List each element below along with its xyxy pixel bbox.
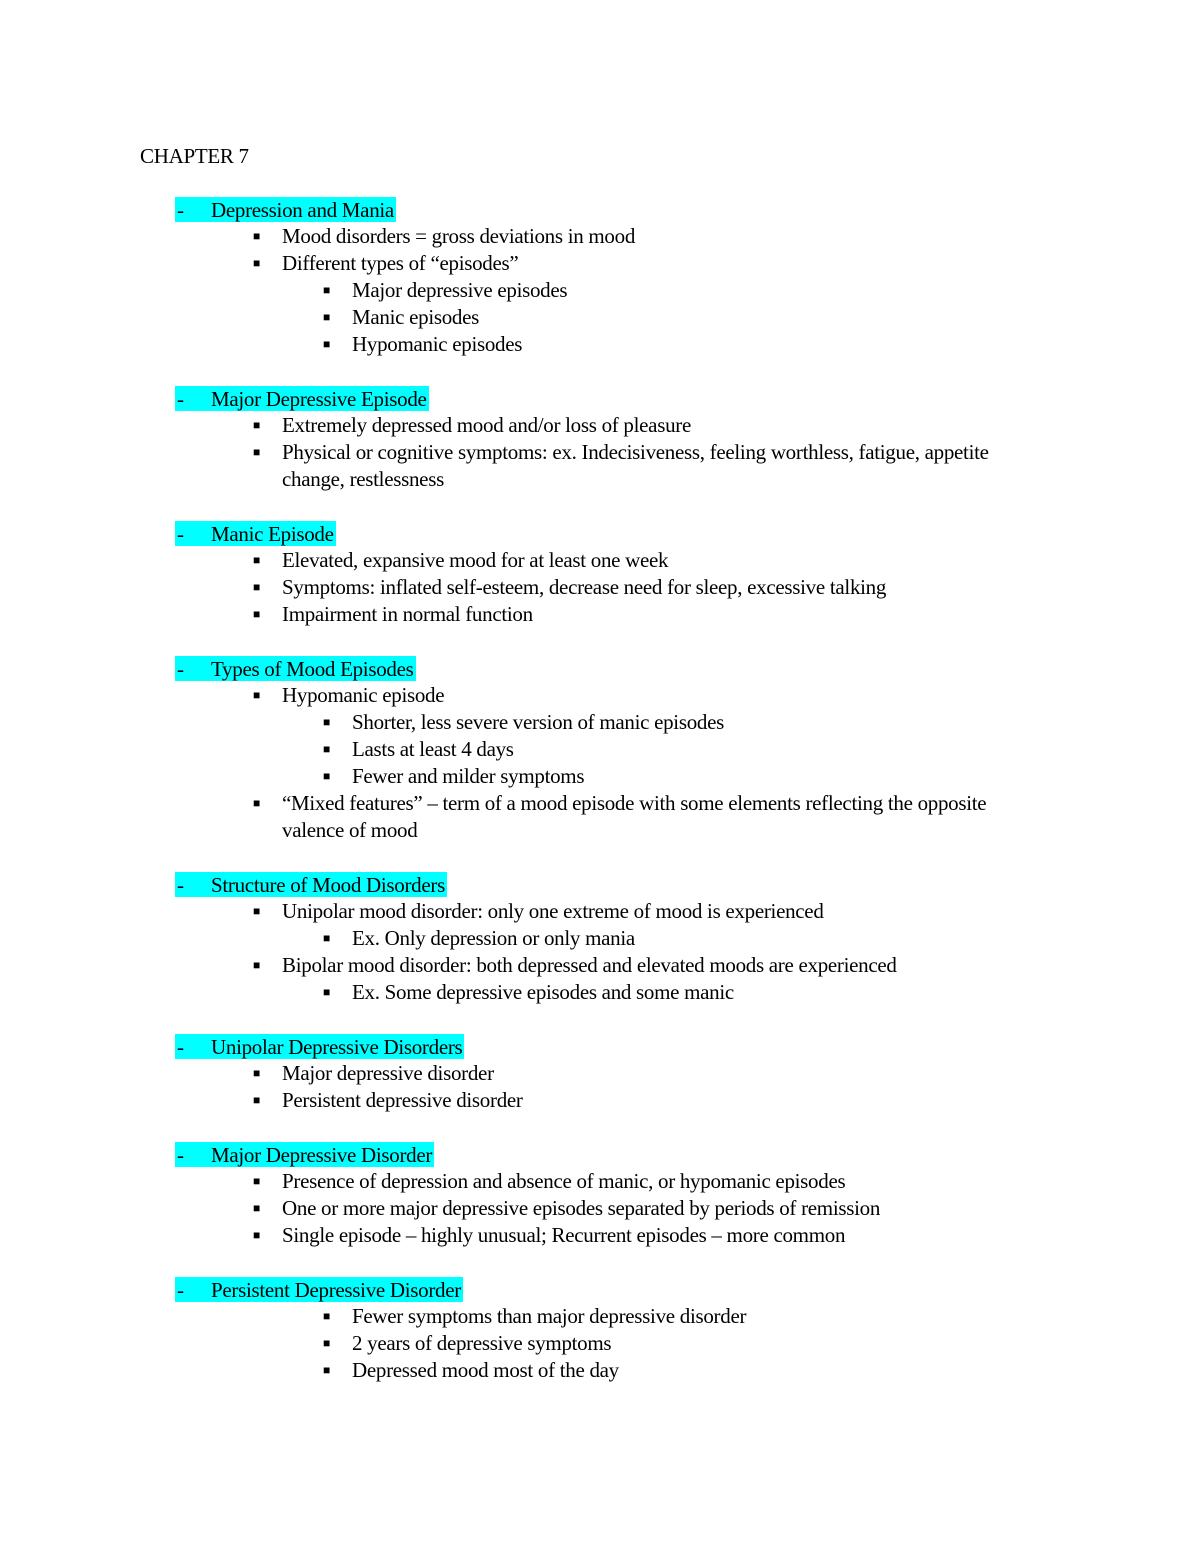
dash-marker: -	[177, 657, 184, 681]
list-item	[0, 250, 1200, 277]
section-heading	[0, 1276, 1200, 1303]
section-heading	[0, 1033, 1200, 1060]
section-heading-text: Major Depressive Episode	[211, 387, 427, 411]
square-bullet-icon: ■	[253, 796, 260, 810]
section-heading	[0, 655, 1200, 682]
list-item-text: Ex. Some depressive episodes and some manic	[352, 980, 734, 1004]
list-item	[0, 547, 1200, 574]
list-item	[0, 979, 1200, 1006]
square-bullet-icon: ■	[253, 958, 260, 972]
list-item-text: Symptoms: inflated self-esteem, decrease need for sleep, excessive talking	[282, 575, 887, 599]
list-item-text: Lasts at least 4 days	[352, 737, 514, 761]
dash-marker: -	[177, 387, 184, 411]
list-item	[0, 1330, 1200, 1357]
list-item	[0, 277, 1200, 304]
list-item-text: One or more major depressive episodes separated by periods of remission	[282, 1196, 881, 1220]
list-item-text: “Mixed features” – term of a mood episode with some elements reflecting the opposite valence of mood	[282, 791, 987, 842]
section	[0, 196, 1200, 358]
square-bullet-icon: ■	[253, 1093, 260, 1107]
square-bullet-icon: ■	[323, 931, 330, 945]
list-item-text: Shorter, less severe version of manic episodes	[352, 710, 725, 734]
square-bullet-icon: ■	[323, 283, 330, 297]
list-item	[0, 1195, 1200, 1222]
list-item	[0, 1303, 1200, 1330]
list-item	[0, 304, 1200, 331]
list-item-text: Single episode – highly unusual; Recurrent episodes – more common	[282, 1223, 846, 1247]
list-item	[0, 1087, 1200, 1114]
section	[0, 871, 1200, 1006]
square-bullet-icon: ■	[323, 1336, 330, 1350]
list-item-text: Impairment in normal function	[282, 602, 533, 626]
dash-marker: -	[177, 1278, 184, 1302]
list-item-text: Ex. Only depression or only mania	[352, 926, 635, 950]
list-item-text: Fewer and milder symptoms	[352, 764, 585, 788]
list-item	[0, 1222, 1200, 1249]
list-item-text: Mood disorders = gross deviations in mood	[282, 224, 636, 248]
section-heading	[0, 1141, 1200, 1168]
list-item	[0, 574, 1200, 601]
list-item-text: Elevated, expansive mood for at least one week	[282, 548, 669, 572]
section	[0, 1141, 1200, 1249]
section	[0, 655, 1200, 844]
section	[0, 520, 1200, 628]
list-item-text: Extremely depressed mood and/or loss of pleasure	[282, 413, 691, 437]
square-bullet-icon: ■	[323, 742, 330, 756]
dash-marker: -	[177, 1143, 184, 1167]
list-item	[0, 682, 1200, 709]
list-item-text: Major depressive episodes	[352, 278, 568, 302]
section-heading-text: Types of Mood Episodes	[211, 657, 414, 681]
section-heading	[0, 385, 1200, 412]
square-bullet-icon: ■	[323, 1363, 330, 1377]
list-item-text: Hypomanic episode	[282, 683, 445, 707]
square-bullet-icon: ■	[323, 715, 330, 729]
list-item	[0, 412, 1200, 439]
square-bullet-icon: ■	[253, 580, 260, 594]
list-item-text: Persistent depressive disorder	[282, 1088, 523, 1112]
square-bullet-icon: ■	[253, 1174, 260, 1188]
section	[0, 1033, 1200, 1114]
section	[0, 385, 1200, 493]
square-bullet-icon: ■	[323, 769, 330, 783]
list-item	[0, 1357, 1200, 1384]
list-item-text: Unipolar mood disorder: only one extreme of mood is experienced	[282, 899, 824, 923]
notes-content	[0, 196, 1200, 1411]
list-item-text: Manic episodes	[352, 305, 480, 329]
section-heading	[0, 196, 1200, 223]
heading-highlight	[175, 197, 396, 222]
list-item	[0, 223, 1200, 250]
heading-highlight	[175, 1277, 463, 1302]
list-item	[0, 601, 1200, 628]
section-heading-text: Major Depressive Disorder	[211, 1143, 433, 1167]
square-bullet-icon: ■	[253, 229, 260, 243]
list-item-text: Physical or cognitive symptoms: ex. Indecisiveness, feeling worthless, fatigue, appetite change, restlessness	[282, 440, 989, 491]
section-heading-text: Persistent Depressive Disorder	[211, 1278, 461, 1302]
list-item	[0, 1060, 1200, 1087]
list-item	[0, 709, 1200, 736]
square-bullet-icon: ■	[253, 904, 260, 918]
list-item-text: 2 years of depressive symptoms	[352, 1331, 612, 1355]
dash-marker: -	[177, 1035, 184, 1059]
list-item-text: Major depressive disorder	[282, 1061, 494, 1085]
list-item	[0, 925, 1200, 952]
square-bullet-icon: ■	[253, 607, 260, 621]
section-heading-text: Unipolar Depressive Disorders	[211, 1035, 463, 1059]
list-item-text: Presence of depression and absence of manic, or hypomanic episodes	[282, 1169, 846, 1193]
heading-highlight	[175, 1034, 464, 1059]
square-bullet-icon: ■	[323, 1309, 330, 1323]
chapter-title: CHAPTER 7	[140, 144, 249, 168]
heading-highlight	[175, 1142, 434, 1167]
square-bullet-icon: ■	[253, 256, 260, 270]
dash-marker: -	[177, 522, 184, 546]
square-bullet-icon: ■	[253, 1228, 260, 1242]
square-bullet-icon: ■	[323, 310, 330, 324]
square-bullet-icon: ■	[323, 985, 330, 999]
list-item-text: Depressed mood most of the day	[352, 1358, 619, 1382]
dash-marker: -	[177, 198, 184, 222]
dash-marker: -	[177, 873, 184, 897]
list-item-text: Different types of “episodes”	[282, 251, 519, 275]
square-bullet-icon: ■	[253, 688, 260, 702]
list-item	[0, 1168, 1200, 1195]
square-bullet-icon: ■	[323, 337, 330, 351]
list-item	[0, 790, 1200, 844]
section-heading-text: Structure of Mood Disorders	[211, 873, 445, 897]
list-item-text: Bipolar mood disorder: both depressed and elevated moods are experienced	[282, 953, 897, 977]
list-item	[0, 898, 1200, 925]
square-bullet-icon: ■	[253, 553, 260, 567]
square-bullet-icon: ■	[253, 445, 260, 459]
list-item	[0, 952, 1200, 979]
square-bullet-icon: ■	[253, 418, 260, 432]
section-heading-text: Manic Episode	[211, 522, 334, 546]
heading-highlight	[175, 521, 336, 546]
list-item-text: Fewer symptoms than major depressive disorder	[352, 1304, 747, 1328]
square-bullet-icon: ■	[253, 1201, 260, 1215]
list-item-text: Hypomanic episodes	[352, 332, 523, 356]
section	[0, 1276, 1200, 1384]
section-heading	[0, 871, 1200, 898]
section-heading-text: Depression and Mania	[211, 198, 394, 222]
list-item	[0, 736, 1200, 763]
heading-highlight	[175, 872, 447, 897]
heading-highlight	[175, 656, 416, 681]
list-item	[0, 763, 1200, 790]
section-heading	[0, 520, 1200, 547]
list-item	[0, 439, 1200, 493]
heading-highlight	[175, 386, 429, 411]
square-bullet-icon: ■	[253, 1066, 260, 1080]
list-item	[0, 331, 1200, 358]
